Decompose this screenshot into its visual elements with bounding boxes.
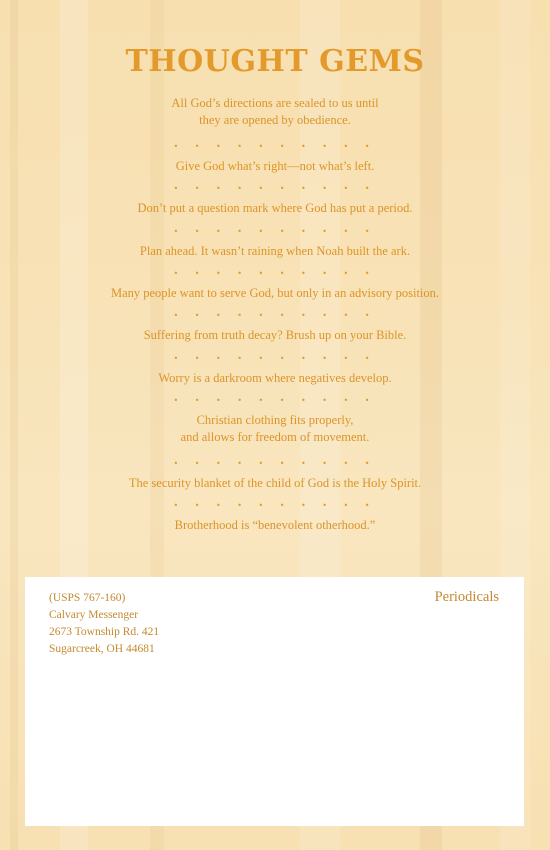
publication-name: Calvary Messenger (49, 609, 139, 621)
thought-gem (0, 243, 550, 260)
gem-line: All God’s directions are sealed to us until (171, 96, 379, 110)
thought-gem (0, 475, 550, 492)
thought-gem (0, 95, 550, 129)
mailing-label-area (25, 577, 524, 826)
dot-separator: • • • • • • • • • • (173, 184, 377, 193)
gem-line: Christian clothing fits properly, (196, 413, 354, 427)
dot-separator: • • • • • • • • • • (173, 396, 377, 405)
city-state-zip: Sugarcreek, OH 44681 (49, 643, 155, 655)
gem-line: Don’t put a question mark where God has put a period. (137, 201, 413, 215)
thought-gem (0, 285, 550, 302)
gem-line: Plan ahead. It wasn’t raining when Noah built the ark. (139, 244, 411, 258)
dot-separator: • • • • • • • • • • (173, 142, 377, 151)
dot-separator: • • • • • • • • • • (173, 311, 377, 320)
thought-gem (0, 158, 550, 175)
gem-line: Many people want to serve God, but only in an advisory position. (110, 286, 440, 300)
dot-separator: • • • • • • • • • • (173, 501, 377, 510)
street-address: 2673 Township Rd. 421 (49, 626, 160, 638)
publisher-address (49, 590, 159, 658)
usps-number: (USPS 767-160) (49, 592, 126, 604)
gem-line: Brotherhood is “benevolent otherhood.” (174, 518, 376, 532)
dot-separator: • • • • • • • • • • (173, 354, 377, 363)
dot-separator: • • • • • • • • • • (173, 269, 377, 278)
thought-gem (0, 517, 550, 534)
page-title: THOUGHT GEMS (125, 44, 425, 79)
gem-line: The security blanket of the child of God is the Holy Spirit. (128, 476, 422, 490)
gem-line: they are opened by obedience. (199, 113, 351, 127)
postage-class-label: Periodicals (434, 589, 499, 605)
thought-gem (0, 200, 550, 217)
gem-line: Give God what’s right—not what’s left. (175, 159, 375, 173)
thought-gem (0, 370, 550, 387)
dot-separator: • • • • • • • • • • (173, 459, 377, 468)
dot-separator: • • • • • • • • • • (173, 227, 377, 236)
gem-line: Worry is a darkroom where negatives develop. (158, 371, 392, 385)
thought-gem (0, 412, 550, 446)
gem-line: Suffering from truth decay? Brush up on your Bible. (143, 328, 407, 342)
thought-gem (0, 327, 550, 344)
gem-line: and allows for freedom of movement. (180, 430, 370, 444)
